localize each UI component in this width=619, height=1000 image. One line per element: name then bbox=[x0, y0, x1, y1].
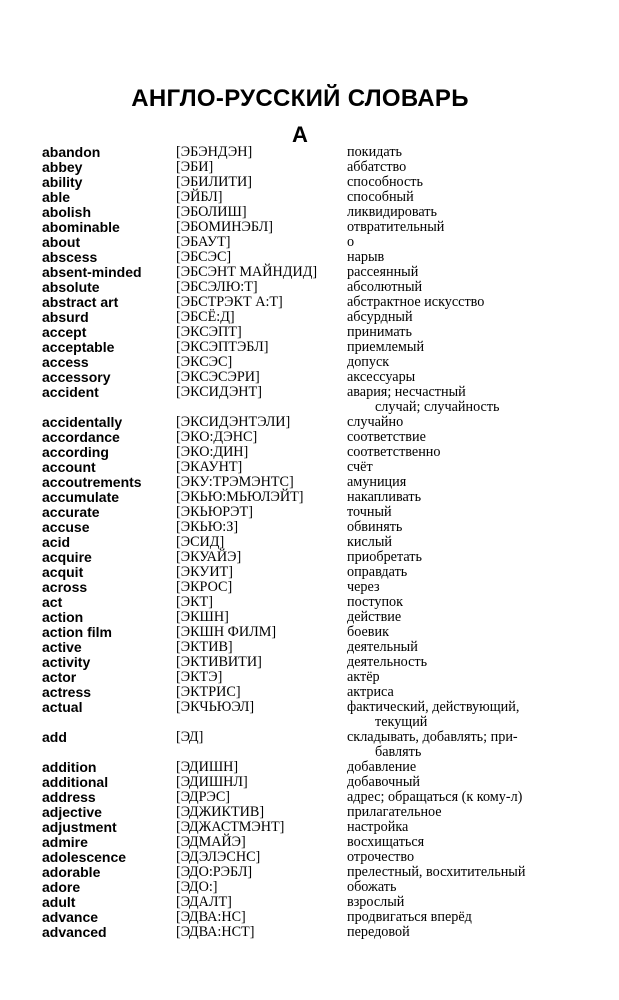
dictionary-entry bbox=[42, 910, 612, 925]
translation-line: оправдать bbox=[347, 564, 408, 580]
entry-word: admire bbox=[42, 834, 88, 850]
dictionary-entry bbox=[42, 535, 612, 550]
entry-translation bbox=[347, 490, 609, 505]
entry-word: accessory bbox=[42, 369, 111, 385]
entry-pronunciation: [ЭДЖАСТМЭНТ] bbox=[176, 819, 285, 835]
entry-word: accept bbox=[42, 324, 87, 340]
dictionary-entry bbox=[42, 865, 612, 880]
entry-translation bbox=[347, 910, 609, 925]
entry-word: ability bbox=[42, 174, 83, 190]
entry-word: absurd bbox=[42, 309, 89, 325]
dictionary-entry bbox=[42, 175, 612, 190]
entry-translation bbox=[347, 280, 609, 295]
dictionary-entry bbox=[42, 355, 612, 370]
entry-word: acquire bbox=[42, 549, 92, 565]
dictionary-entry bbox=[42, 445, 612, 460]
translation-line: адрес; обращаться (к кому-л) bbox=[347, 789, 523, 805]
entry-pronunciation: [ЭКШН] bbox=[176, 609, 229, 625]
translation-line: абстрактное искусство bbox=[347, 294, 485, 310]
translation-line: амуниция bbox=[347, 474, 407, 490]
dictionary-entry bbox=[42, 655, 612, 670]
entry-pronunciation: [ЭКЬЮ:З] bbox=[176, 519, 239, 535]
dictionary-entry bbox=[42, 775, 612, 790]
entry-pronunciation: [ЭКТЭ] bbox=[176, 669, 223, 685]
dictionary-entry bbox=[42, 640, 612, 655]
entry-translation bbox=[347, 190, 609, 205]
entry-word: absent-minded bbox=[42, 264, 142, 280]
entry-pronunciation: [ЭБСЭНТ МАЙНДИД] bbox=[176, 264, 318, 280]
entry-pronunciation: [ЭДМАЙЭ] bbox=[176, 834, 246, 850]
dictionary-entry bbox=[42, 580, 612, 595]
entry-pronunciation: [ЭКШН ФИЛМ] bbox=[176, 624, 277, 640]
entry-pronunciation: [ЭКСИДЭНТЭЛИ] bbox=[176, 414, 291, 430]
entry-translation bbox=[347, 625, 609, 640]
entry-translation bbox=[347, 220, 609, 235]
entry-translation bbox=[347, 505, 609, 520]
entry-pronunciation: [ЭКЬЮ:МЬЮЛЭЙТ] bbox=[176, 489, 304, 505]
dictionary-entry bbox=[42, 760, 612, 775]
translation-line: нарыв bbox=[347, 249, 385, 265]
entry-word: action bbox=[42, 609, 84, 625]
entry-pronunciation: [ЭКУИТ] bbox=[176, 564, 233, 580]
entry-pronunciation: [ЭКСЭС] bbox=[176, 354, 233, 370]
dictionary-entry bbox=[42, 625, 612, 640]
dictionary-entry bbox=[42, 520, 612, 535]
dictionary-entry bbox=[42, 850, 612, 865]
entry-word: abandon bbox=[42, 144, 101, 160]
entry-translation bbox=[347, 880, 609, 895]
entry-word: acceptable bbox=[42, 339, 115, 355]
entry-word: according bbox=[42, 444, 109, 460]
translation-line: отвратительный bbox=[347, 219, 445, 235]
entry-pronunciation: [ЭКТИВИТИ] bbox=[176, 654, 262, 670]
entry-translation bbox=[347, 565, 609, 580]
entry-translation bbox=[347, 670, 609, 685]
translation-line: передовой bbox=[347, 924, 410, 940]
entry-translation bbox=[347, 640, 609, 655]
entry-translation bbox=[347, 655, 609, 670]
translation-line: деятельный bbox=[347, 639, 418, 655]
translation-line: через bbox=[347, 579, 380, 595]
entry-pronunciation: [ЭДРЭС] bbox=[176, 789, 231, 805]
translation-line: обвинять bbox=[347, 519, 403, 535]
translation-line: принимать bbox=[347, 324, 412, 340]
translation-line: отрочество bbox=[347, 849, 415, 865]
translation-continuation: бавлять bbox=[375, 744, 422, 760]
entry-pronunciation: [ЭКСЭСЭРИ] bbox=[176, 369, 260, 385]
entry-pronunciation: [ЭДЭЛЭСНС] bbox=[176, 849, 261, 865]
translation-line: о bbox=[347, 234, 355, 250]
entry-pronunciation: [ЭБОМИНЭБЛ] bbox=[176, 219, 273, 235]
entry-pronunciation: [ЭКСЭПТЭБЛ] bbox=[176, 339, 269, 355]
entry-translation bbox=[347, 160, 609, 175]
entry-translation bbox=[347, 700, 609, 730]
translation-line: обожать bbox=[347, 879, 397, 895]
translation-line: прелестный, восхитительный bbox=[347, 864, 526, 880]
entry-word: adult bbox=[42, 894, 76, 910]
entry-word: adolescence bbox=[42, 849, 127, 865]
entry-pronunciation: [ЭБОЛИШ] bbox=[176, 204, 247, 220]
dictionary-entry bbox=[42, 310, 612, 325]
dictionary-entry bbox=[42, 265, 612, 280]
entry-translation bbox=[347, 235, 609, 250]
entry-translation bbox=[347, 775, 609, 790]
dictionary-entry bbox=[42, 490, 612, 505]
dictionary-entry bbox=[42, 430, 612, 445]
entry-word: actor bbox=[42, 669, 77, 685]
dictionary-entry bbox=[42, 595, 612, 610]
entry-translation bbox=[347, 595, 609, 610]
entry-pronunciation: [ЭДО:РЭБЛ] bbox=[176, 864, 253, 880]
entry-word: accident bbox=[42, 384, 99, 400]
entry-pronunciation: [ЭКТРИС] bbox=[176, 684, 241, 700]
entry-word: abscess bbox=[42, 249, 98, 265]
entry-pronunciation: [ЭКО:ДИН] bbox=[176, 444, 249, 460]
dictionary-entry bbox=[42, 295, 612, 310]
translation-line: фактический, действующий, bbox=[347, 699, 520, 715]
dictionary-entry bbox=[42, 880, 612, 895]
entry-translation bbox=[347, 385, 609, 415]
page-title: АНГЛО-РУССКИЙ СЛОВАРЬ bbox=[131, 85, 469, 112]
translation-line: способный bbox=[347, 189, 414, 205]
section-letter: A bbox=[292, 122, 308, 147]
entry-word: account bbox=[42, 459, 96, 475]
entry-pronunciation: [ЭКУАЙЭ] bbox=[176, 549, 242, 565]
translation-line: актёр bbox=[347, 669, 380, 685]
dictionary-entry bbox=[42, 340, 612, 355]
entry-translation bbox=[347, 250, 609, 265]
translation-line: счёт bbox=[347, 459, 373, 475]
entry-word: accordance bbox=[42, 429, 120, 445]
entry-pronunciation: [ЭКЬЮРЭТ] bbox=[176, 504, 253, 520]
dictionary-entry bbox=[42, 385, 612, 415]
entry-translation bbox=[347, 550, 609, 565]
entry-pronunciation: [ЭКО:ДЭНС] bbox=[176, 429, 258, 445]
dictionary-entry bbox=[42, 235, 612, 250]
entry-translation bbox=[347, 520, 609, 535]
entry-word: adore bbox=[42, 879, 81, 895]
entry-word: address bbox=[42, 789, 96, 805]
translation-line: прилагательное bbox=[347, 804, 442, 820]
translation-line: поступок bbox=[347, 594, 404, 610]
dictionary-entry bbox=[42, 805, 612, 820]
dictionary-entry bbox=[42, 835, 612, 850]
translation-line: деятельность bbox=[347, 654, 428, 670]
dictionary-entry bbox=[42, 505, 612, 520]
entry-pronunciation: [ЭБЭНДЭН] bbox=[176, 144, 253, 160]
entry-word: actress bbox=[42, 684, 92, 700]
entry-pronunciation: [ЭКУ:ТРЭМЭНТС] bbox=[176, 474, 294, 490]
entry-word: action film bbox=[42, 624, 113, 640]
entry-translation bbox=[347, 850, 609, 865]
entry-word: abominable bbox=[42, 219, 120, 235]
entry-word: adjustment bbox=[42, 819, 117, 835]
entry-word: across bbox=[42, 579, 88, 595]
translation-line: настройка bbox=[347, 819, 409, 835]
translation-line: добавочный bbox=[347, 774, 421, 790]
entry-translation bbox=[347, 685, 609, 700]
dictionary-entry bbox=[42, 415, 612, 430]
entry-translation bbox=[347, 535, 609, 550]
translation-line: случайно bbox=[347, 414, 404, 430]
dictionary-entry bbox=[42, 205, 612, 220]
translation-line: складывать, добавлять; при- bbox=[347, 729, 518, 745]
entry-pronunciation: [ЭБАУТ] bbox=[176, 234, 231, 250]
entry-pronunciation: [ЭБИЛИТИ] bbox=[176, 174, 252, 190]
translation-line: покидать bbox=[347, 144, 402, 160]
entry-pronunciation: [ЭКЧЬЮЭЛ] bbox=[176, 699, 255, 715]
entry-word: absolute bbox=[42, 279, 100, 295]
entry-pronunciation: [ЭСИД] bbox=[176, 534, 225, 550]
entry-pronunciation: [ЭБСТРЭКТ А:Т] bbox=[176, 294, 283, 310]
dictionary-entry bbox=[42, 790, 612, 805]
translation-line: соответствие bbox=[347, 429, 426, 445]
entry-word: accuse bbox=[42, 519, 90, 535]
entry-translation bbox=[347, 865, 609, 880]
entry-word: adjective bbox=[42, 804, 102, 820]
entry-pronunciation: [ЭКТ] bbox=[176, 594, 213, 610]
translation-line: соответственно bbox=[347, 444, 441, 460]
translation-line: аксессуары bbox=[347, 369, 416, 385]
entry-translation bbox=[347, 895, 609, 910]
dictionary-entry bbox=[42, 925, 612, 940]
dictionary-entry bbox=[42, 685, 612, 700]
entry-translation bbox=[347, 205, 609, 220]
entry-word: abstract art bbox=[42, 294, 119, 310]
entry-list bbox=[42, 145, 612, 940]
translation-line: кислый bbox=[347, 534, 392, 550]
entry-translation bbox=[347, 805, 609, 820]
entry-translation bbox=[347, 175, 609, 190]
translation-line: продвигаться вперёд bbox=[347, 909, 472, 925]
translation-line: способность bbox=[347, 174, 423, 190]
translation-line: допуск bbox=[347, 354, 390, 370]
entry-pronunciation: [ЭЙБЛ] bbox=[176, 189, 223, 205]
entry-pronunciation: [ЭБСЭЛЮ:Т] bbox=[176, 279, 258, 295]
dictionary-entry bbox=[42, 460, 612, 475]
entry-translation bbox=[347, 730, 609, 760]
translation-line: добавление bbox=[347, 759, 417, 775]
translation-line: восхищаться bbox=[347, 834, 425, 850]
dictionary-entry bbox=[42, 565, 612, 580]
entry-translation bbox=[347, 835, 609, 850]
entry-pronunciation: [ЭКСИДЭНТ] bbox=[176, 384, 262, 400]
entry-translation bbox=[347, 340, 609, 355]
entry-word: about bbox=[42, 234, 81, 250]
dictionary-entry bbox=[42, 280, 612, 295]
entry-word: accidentally bbox=[42, 414, 123, 430]
translation-line: абсолютный bbox=[347, 279, 423, 295]
dictionary-entry bbox=[42, 700, 612, 730]
dictionary-entry bbox=[42, 730, 612, 760]
entry-translation bbox=[347, 460, 609, 475]
entry-translation bbox=[347, 475, 609, 490]
entry-word: acid bbox=[42, 534, 71, 550]
entry-word: accumulate bbox=[42, 489, 120, 505]
entry-word: able bbox=[42, 189, 71, 205]
entry-pronunciation: [ЭДЖИКТИВ] bbox=[176, 804, 265, 820]
entry-translation bbox=[347, 310, 609, 325]
entry-word: acquit bbox=[42, 564, 84, 580]
entry-word: access bbox=[42, 354, 89, 370]
translation-line: актриса bbox=[347, 684, 394, 700]
dictionary-entry bbox=[42, 370, 612, 385]
entry-word: accurate bbox=[42, 504, 100, 520]
translation-line: точный bbox=[347, 504, 392, 520]
entry-translation bbox=[347, 325, 609, 340]
entry-pronunciation: [ЭБСЭС] bbox=[176, 249, 232, 265]
translation-line: взрослый bbox=[347, 894, 405, 910]
dictionary-entry bbox=[42, 145, 612, 160]
dictionary-entry bbox=[42, 610, 612, 625]
translation-line: аббатство bbox=[347, 159, 407, 175]
dictionary-entry bbox=[42, 550, 612, 565]
entry-word: add bbox=[42, 729, 67, 745]
entry-word: advance bbox=[42, 909, 99, 925]
entry-translation bbox=[347, 415, 609, 430]
translation-line: авария; несчастный bbox=[347, 384, 466, 400]
entry-translation bbox=[347, 925, 609, 940]
entry-pronunciation: [ЭДО:] bbox=[176, 879, 218, 895]
entry-word: activity bbox=[42, 654, 91, 670]
entry-word: actual bbox=[42, 699, 83, 715]
translation-line: боевик bbox=[347, 624, 389, 640]
entry-word: additional bbox=[42, 774, 109, 790]
dictionary-entry bbox=[42, 670, 612, 685]
entry-pronunciation: [ЭДВА:НС] bbox=[176, 909, 246, 925]
entry-pronunciation: [ЭДИШНЛ] bbox=[176, 774, 248, 790]
entry-pronunciation: [ЭДИШН] bbox=[176, 759, 239, 775]
entry-translation bbox=[347, 145, 609, 160]
entry-translation bbox=[347, 430, 609, 445]
entry-word: addition bbox=[42, 759, 97, 775]
dictionary-entry bbox=[42, 190, 612, 205]
translation-continuation: случай; случайность bbox=[375, 399, 500, 415]
entry-translation bbox=[347, 295, 609, 310]
entry-word: abbey bbox=[42, 159, 83, 175]
entry-word: adorable bbox=[42, 864, 101, 880]
dictionary-entry bbox=[42, 895, 612, 910]
entry-word: act bbox=[42, 594, 63, 610]
entry-word: advanced bbox=[42, 924, 107, 940]
entry-translation bbox=[347, 760, 609, 775]
translation-line: ликвидировать bbox=[347, 204, 437, 220]
entry-pronunciation: [ЭД] bbox=[176, 729, 204, 745]
dictionary-entry bbox=[42, 820, 612, 835]
entry-pronunciation: [ЭКРОС] bbox=[176, 579, 233, 595]
entry-word: active bbox=[42, 639, 82, 655]
entry-translation bbox=[347, 355, 609, 370]
entry-pronunciation: [ЭДАЛТ] bbox=[176, 894, 232, 910]
entry-translation bbox=[347, 820, 609, 835]
entry-word: abolish bbox=[42, 204, 92, 220]
entry-pronunciation: [ЭКТИВ] bbox=[176, 639, 233, 655]
translation-line: накапливать bbox=[347, 489, 422, 505]
entry-translation bbox=[347, 445, 609, 460]
entry-pronunciation: [ЭБСЁ:Д] bbox=[176, 309, 235, 325]
entry-translation bbox=[347, 370, 609, 385]
dictionary-entry bbox=[42, 220, 612, 235]
entry-translation bbox=[347, 265, 609, 280]
translation-line: действие bbox=[347, 609, 402, 625]
entry-word: accoutrements bbox=[42, 474, 142, 490]
entry-pronunciation: [ЭБИ] bbox=[176, 159, 214, 175]
translation-continuation: текущий bbox=[375, 714, 428, 730]
entry-pronunciation: [ЭДВА:НСТ] bbox=[176, 924, 255, 940]
entry-pronunciation: [ЭКАУНТ] bbox=[176, 459, 243, 475]
entry-translation bbox=[347, 580, 609, 595]
translation-line: приобретать bbox=[347, 549, 422, 565]
dictionary-entry bbox=[42, 475, 612, 490]
dictionary-entry bbox=[42, 250, 612, 265]
entry-translation bbox=[347, 610, 609, 625]
entry-translation bbox=[347, 790, 609, 805]
dictionary-entry bbox=[42, 160, 612, 175]
translation-line: рассеянный bbox=[347, 264, 419, 280]
entry-pronunciation: [ЭКСЭПТ] bbox=[176, 324, 242, 340]
translation-line: приемлемый bbox=[347, 339, 425, 355]
dictionary-entry bbox=[42, 325, 612, 340]
translation-line: абсурдный bbox=[347, 309, 413, 325]
